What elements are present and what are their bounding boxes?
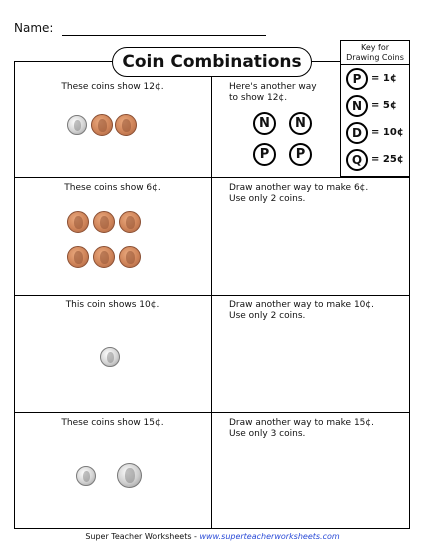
key-letter-p: P — [346, 68, 368, 90]
penny-coin-icon — [91, 114, 113, 136]
key-value-d: = 10¢ — [371, 127, 404, 138]
penny-coin-icon — [93, 246, 115, 268]
row3-drawing-area[interactable] — [212, 330, 409, 410]
row3-instruction-line1: Draw another way to make 10¢. — [229, 300, 374, 310]
key-title-line1: Key for — [360, 43, 390, 52]
name-label: Name: — [14, 21, 54, 35]
penny-coin-icon — [67, 246, 89, 268]
row4-instruction-line2: Use only 3 coins. — [229, 429, 306, 439]
key-separator — [340, 64, 410, 65]
penny-coin-icon — [119, 211, 141, 233]
key-value-n: = 5¢ — [371, 100, 397, 111]
row-divider-3 — [14, 412, 410, 413]
key-title-line2: Drawing Coins — [346, 53, 404, 62]
dime-coin-icon — [67, 115, 87, 135]
row4-instruction — [229, 418, 374, 440]
name-write-line[interactable] — [62, 35, 266, 36]
key-letter-n: N — [346, 95, 368, 117]
penny-coin-icon — [115, 114, 137, 136]
dime-coin-icon — [100, 347, 120, 367]
key-value-q: = 25¢ — [371, 154, 404, 165]
footer — [0, 532, 425, 541]
penny-coin-icon — [93, 211, 115, 233]
worksheet-title: Coin Combinations — [112, 47, 312, 77]
penny-coin-icon — [67, 211, 89, 233]
answer-penny-circle: P — [253, 143, 276, 166]
row3-prompt: This coin shows 10¢. — [65, 300, 160, 310]
nickel-coin-icon — [117, 463, 142, 488]
row1-answer-line2: to show 12¢. — [229, 93, 288, 103]
key-title — [340, 43, 410, 63]
penny-coin-icon — [119, 246, 141, 268]
row2-instruction-line1: Draw another way to make 6¢. — [229, 183, 369, 193]
row-divider-2 — [14, 295, 410, 296]
row4-instruction-line1: Draw another way to make 15¢. — [229, 418, 374, 428]
answer-nickel-circle: N — [253, 112, 276, 135]
answer-nickel-circle: N — [289, 112, 312, 135]
row2-instruction-line2: Use only 2 coins. — [229, 194, 306, 204]
answer-penny-circle: P — [289, 143, 312, 166]
row-divider-1 — [14, 177, 410, 178]
row2-prompt: These coins show 6¢. — [64, 183, 161, 193]
row3-instruction — [229, 300, 374, 322]
row2-instruction — [229, 183, 368, 205]
row3-instruction-line2: Use only 2 coins. — [229, 311, 306, 321]
footer-brand: Super Teacher Worksheets - — [85, 532, 200, 541]
key-letter-d: D — [346, 122, 368, 144]
row4-drawing-area[interactable] — [212, 448, 409, 528]
row1-answer-text — [229, 82, 317, 104]
row4-prompt: These coins show 15¢. — [61, 418, 164, 428]
footer-url-link[interactable]: www.superteacherworksheets.com — [199, 532, 340, 541]
dime-coin-icon — [76, 466, 96, 486]
row1-prompt: These coins show 12¢. — [61, 82, 164, 92]
key-value-p: = 1¢ — [371, 73, 397, 84]
key-letter-q: Q — [346, 149, 368, 171]
row1-answer-line1: Here's another way — [229, 82, 317, 92]
row2-drawing-area[interactable] — [212, 215, 409, 293]
